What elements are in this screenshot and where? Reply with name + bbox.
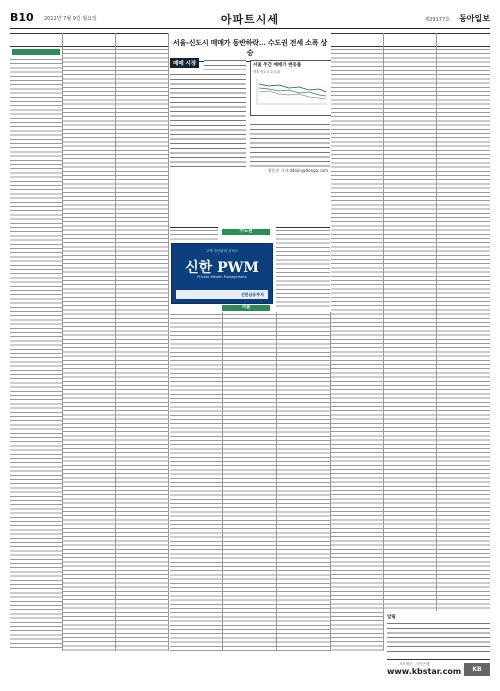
ad-bottom-bar bbox=[176, 290, 268, 299]
mid-table-region: 수도권 bbox=[222, 229, 270, 235]
table-header bbox=[331, 33, 383, 47]
issue-number: 제29177호 bbox=[424, 17, 450, 23]
data-source: 자료제공 : 국민은행 bbox=[399, 662, 430, 666]
price-column-1 bbox=[10, 33, 63, 651]
table-rows bbox=[331, 47, 383, 651]
page-header bbox=[10, 10, 490, 29]
table-rows bbox=[116, 47, 168, 651]
table-rows bbox=[170, 228, 218, 240]
price-column-2 bbox=[63, 33, 116, 651]
table-header bbox=[116, 33, 168, 47]
table-rows bbox=[277, 312, 330, 651]
table-rows bbox=[384, 47, 436, 611]
price-column-4 bbox=[170, 312, 223, 651]
table-rows bbox=[63, 47, 115, 651]
article-text bbox=[250, 122, 330, 168]
price-column-9 bbox=[437, 33, 490, 611]
price-column-8 bbox=[384, 33, 437, 611]
kbstar-url[interactable]: www.kbstar.com bbox=[387, 667, 462, 676]
newspaper-name: 동아일보 bbox=[459, 13, 490, 23]
footer bbox=[387, 659, 490, 680]
price-column-7 bbox=[331, 33, 384, 651]
mid-table-region-2: 서울 bbox=[222, 305, 270, 311]
table-rows bbox=[10, 57, 62, 651]
price-column-5 bbox=[223, 312, 277, 651]
article-text bbox=[204, 58, 246, 70]
table-rows bbox=[437, 47, 490, 611]
ad-subtitle: Private Wealth Management bbox=[197, 275, 247, 279]
kb-logo: KB bbox=[464, 663, 490, 676]
chart-plot bbox=[251, 74, 331, 110]
article-byline: 정동진 기자 ddojin@donga.com bbox=[267, 168, 328, 173]
page-number: B10 bbox=[10, 11, 34, 24]
price-change-chart bbox=[250, 60, 332, 116]
article-headline: 서울-신도시 매매가 동반하락… 수도권 전세 소폭 상승 bbox=[170, 38, 330, 62]
table-header bbox=[437, 33, 490, 47]
table-header bbox=[63, 33, 115, 47]
ad-top-text: 고객 자산관리 서비스 bbox=[205, 249, 239, 253]
article-text bbox=[170, 72, 246, 168]
article-tag: 매매 시장 bbox=[170, 58, 199, 68]
issue-date: 2012년 7월 9일 월요일 bbox=[44, 16, 97, 22]
chart-title: 서울 주간 매매가 변동률 bbox=[253, 63, 302, 68]
ad-brand: 신한금융투자 bbox=[240, 292, 264, 297]
section-title: 아파트시세 bbox=[220, 13, 280, 26]
table-header bbox=[10, 33, 62, 47]
notice-box bbox=[387, 614, 490, 656]
mid-table-2 bbox=[276, 227, 330, 308]
mid-table-1 bbox=[170, 227, 218, 240]
region-band bbox=[12, 49, 60, 55]
price-column-3 bbox=[116, 33, 169, 651]
shinhan-pwm-ad bbox=[171, 243, 273, 304]
price-column-6 bbox=[277, 312, 331, 651]
table-header bbox=[384, 33, 436, 47]
notice-text bbox=[387, 621, 490, 655]
notice-title: 알림 bbox=[387, 615, 396, 620]
chart-legend: 서울 신도시 수도권 bbox=[253, 70, 280, 74]
ad-logo: 신한 PWM bbox=[185, 260, 259, 276]
table-rows bbox=[170, 312, 222, 651]
table-rows bbox=[223, 312, 276, 651]
table-rows bbox=[276, 228, 330, 308]
